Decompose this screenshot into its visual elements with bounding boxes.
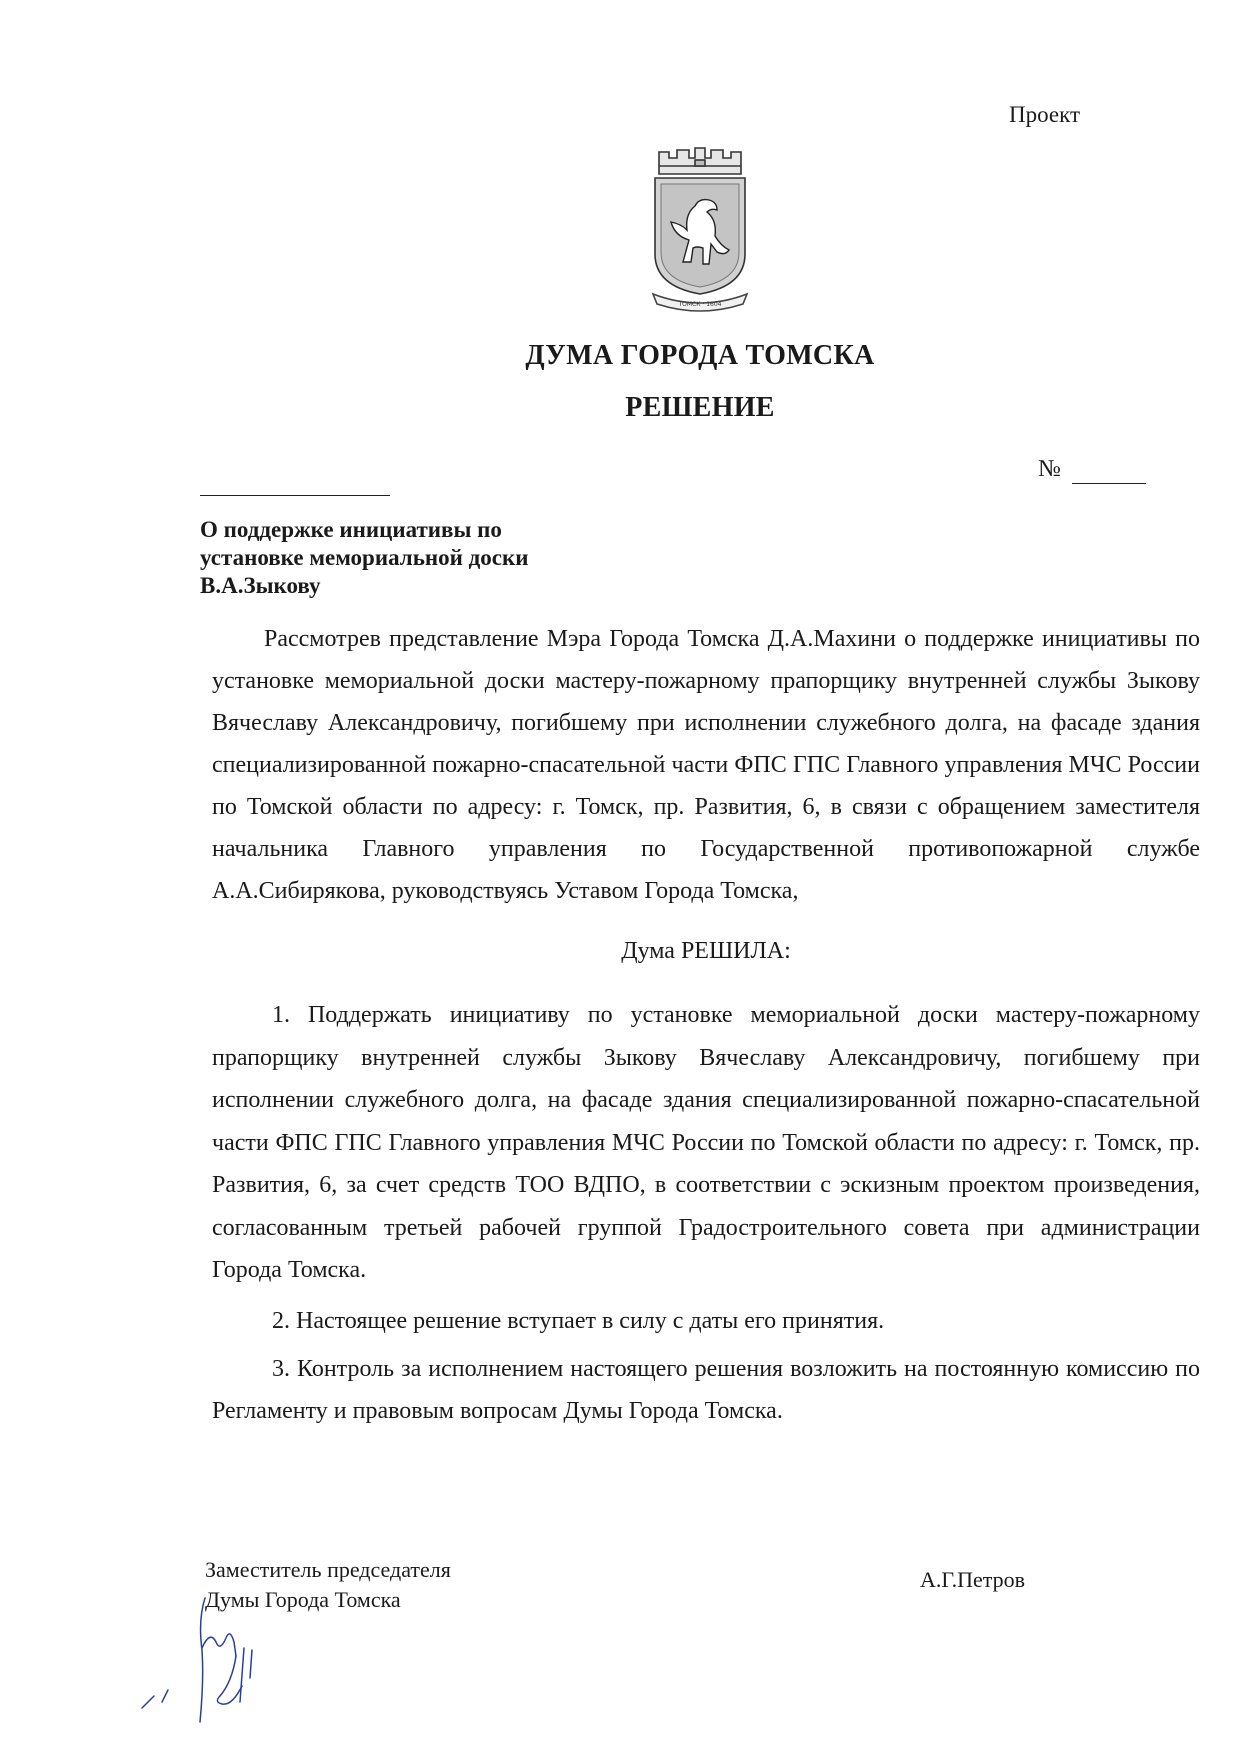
document-subject — [200, 516, 600, 600]
organization-title: ДУМА ГОРОДА ТОМСКА — [525, 340, 875, 371]
decision-item: 1. Поддержать инициативу по установке мемориальной доски мастеру-пожарному прапорщику внутренней службы Зыкову Вячеславу Александровичу, погибшему при исполнении служебного долга, на фасаде здания специализированной пожарно-спасательной части ФПС ГПС Главного управления МЧС России по Томской области по адресу: г. Томск, пр. Развития, 6, за счет средств ТОО ВДПО, в соответствии с эскизным проектом произведения, согласованным третьей рабочей группой Градостроительного совета при администрации Города Томска. — [212, 1002, 1200, 1283]
decision-item: 3. Контроль за исполнением настоящего решения возложить на постоянную комиссию по Регламенту и правовым вопросам Думы Города Томска. — [212, 1355, 1200, 1424]
signatory-title-line: Думы Города Томска — [205, 1587, 401, 1612]
subject-line: установке мемориальной доски — [200, 545, 529, 570]
signatory-name: А.Г.Петров — [919, 1567, 1025, 1592]
decided-heading: Дума РЕШИЛА: — [621, 938, 791, 964]
subject-line: В.А.Зыкову — [200, 573, 321, 598]
preamble-paragraph: Рассмотрев представление Мэра Города Томска Д.А.Махини о поддержке инициативы по установке мемориальной доски мастеру-пожарному прапорщику внутренней службы Зыкову Вячеславу Александровичу, погибшему при исполнении служебного долга, на фасаде здания специализированной пожарно-спасательной части ФПС ГПС Главного управления МЧС России по Томской области по адресу: г. Томск, пр. Развития, 6, в связи с обращением заместителя начальника Главного управления по Государственной противопожарной службе А.А.Сибирякова, руководствуясь Уставом Города Томска, — [212, 626, 1200, 904]
ribbon-text: ТОМСК · 1604 — [678, 301, 722, 308]
handwritten-signature-icon — [140, 1590, 290, 1740]
draft-label: Проект — [1008, 102, 1080, 127]
decision-item: 2. Настоящее решение вступает в силу с даты его принятия. — [272, 1307, 885, 1334]
date-blank-line — [200, 495, 390, 496]
document-body — [212, 618, 1200, 1433]
subject-line: О поддержке инициативы по — [200, 517, 502, 542]
tomsk-coat-of-arms-icon — [645, 144, 755, 312]
number-blank-line — [1072, 483, 1146, 484]
document-type: РЕШЕНИЕ — [625, 392, 775, 423]
number-label: № — [1038, 456, 1061, 482]
signatory-title-line: Заместитель председателя — [205, 1557, 451, 1582]
